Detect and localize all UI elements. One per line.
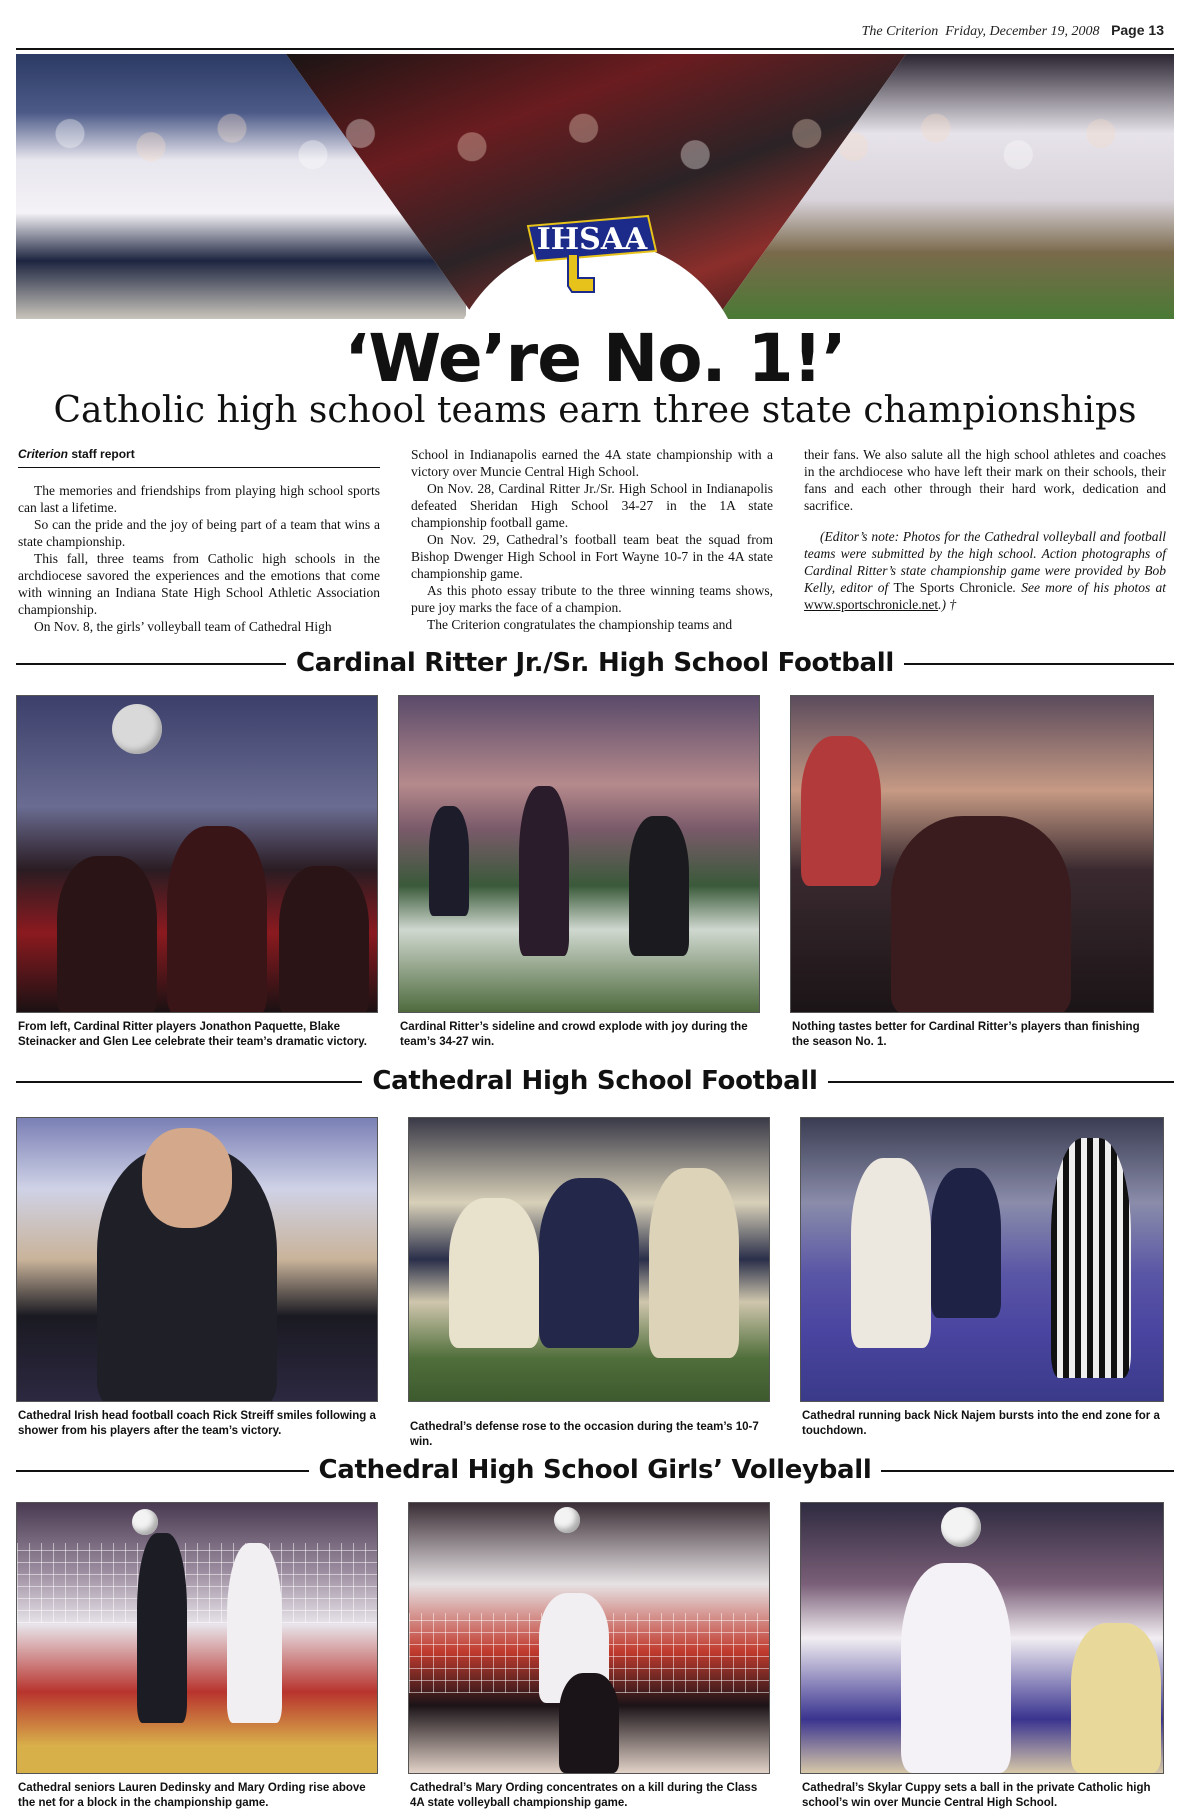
paragraph: their fans. We also salute all the high school athletes and coaches in the archdiocese who have left their mark on their schools, their fans and each other through their hard work, dedication and sacrifice.	[804, 447, 1166, 513]
photo-volleyball-set	[800, 1502, 1164, 1774]
photo-volleyball-block	[16, 1502, 378, 1774]
paragraph: The Criterion congratulates the championship teams and	[427, 617, 733, 632]
section-title: Cardinal Ritter Jr./Sr. High School Football	[286, 648, 904, 678]
caption: Cardinal Ritter’s sideline and crowd explode with joy during the team’s 34-27 win.	[400, 1021, 748, 1048]
caption: Cathedral’s defense rose to the occasion during the team’s 10-7 win.	[410, 1421, 759, 1448]
photo-ritter-players-celebrate	[16, 695, 378, 1013]
sportschronicle-link[interactable]: www.sportschronicle.net	[804, 597, 939, 612]
caption: Cathedral’s Skylar Cuppy sets a ball in the private Catholic high school’s win over Muncie Central High School.	[802, 1782, 1151, 1809]
paragraph: So can the pride and the joy of being part of a team that wins a state championship.	[18, 517, 380, 549]
caption: Cathedral’s Mary Ording concentrates on a kill during the Class 4A state volleyball championship game.	[410, 1782, 758, 1809]
logo-text: IHSAA	[536, 222, 648, 257]
story-column-3	[804, 446, 1166, 613]
byline: Criterion staff report	[18, 446, 380, 468]
paragraph: On Nov. 29, Cathedral’s football team beat the squad from Bishop Dwenger High School in Fort Wayne 10-7 in the 4A state championship game.	[411, 532, 773, 581]
paragraph: On Nov. 28, Cardinal Ritter Jr./Sr. High School in Indianapolis defeated Sheridan High School 34-27 in the 1A state championship football game.	[411, 481, 773, 530]
photo-ritter-sideline	[398, 695, 760, 1013]
story-column-1	[18, 446, 380, 635]
editors-note: (Editor’s note: Photos for the Cathedral volleyball and football teams were submitted by the high school. Action photographs of Cardinal Ritter’s state championship game were provided by Bob Kelly, editor of The Sports Chronicle. See more of his photos at www.sportschronicle.net.) †	[804, 529, 1167, 612]
section-title: Cathedral High School Football	[362, 1066, 827, 1096]
top-rule	[16, 48, 1174, 50]
paragraph: The memories and friendships from playing high school sports can last a lifetime.	[18, 483, 380, 515]
section-header-ritter	[16, 648, 1174, 678]
caption: Cathedral running back Nick Najem bursts into the end zone for a touchdown.	[802, 1410, 1160, 1437]
story-body	[18, 446, 1174, 636]
headline: ‘We’re No. 1!’	[344, 320, 846, 397]
photo-ritter-no1	[790, 695, 1154, 1013]
paragraph: This fall, three teams from Catholic high schools in the archdiocese savored the experiences and the emotions that come with winning an Indiana State High School Athletic Association championship.	[18, 551, 380, 617]
publication-name: The Criterion	[861, 24, 939, 39]
photo-cathedral-defense	[408, 1117, 770, 1402]
paragraph: School in Indianapolis earned the 4A state championship with a victory over Muncie Central High School.	[411, 447, 773, 479]
caption: From left, Cardinal Ritter players Jonathon Paquette, Blake Steinacker and Glen Lee celebrate their team’s dramatic victory.	[18, 1021, 367, 1048]
photo-coach-streiff	[16, 1117, 378, 1402]
caption: Nothing tastes better for Cardinal Ritter’s players than finishing the season No. 1.	[792, 1021, 1140, 1048]
photo-najem-touchdown	[800, 1117, 1164, 1402]
paragraph: As this photo essay tribute to the three winning teams shows, pure joy marks the face of a champion.	[411, 583, 773, 615]
caption: Cathedral seniors Lauren Dedinsky and Mary Ording rise above the net for a block in the championship game.	[18, 1782, 366, 1809]
story-column-2	[411, 446, 773, 633]
caption: Cathedral Irish head football coach Rick Streiff smiles following a shower from his players after the team’s victory.	[18, 1410, 376, 1437]
ihsaa-logo-icon	[508, 196, 668, 296]
photo-volleyball-kill	[408, 1502, 770, 1774]
section-header-volleyball	[16, 1455, 1174, 1485]
section-title: Cathedral High School Girls’ Volleyball	[309, 1455, 882, 1485]
paragraph: On Nov. 8, the girls’ volleyball team of Cathedral High	[34, 619, 332, 634]
page-folio	[862, 22, 1164, 40]
section-header-cathedral-football	[16, 1066, 1174, 1096]
subheadline: Catholic high school teams earn three state championships	[53, 390, 1137, 431]
page-number: Page 13	[1111, 22, 1164, 38]
issue-date: Friday, December 19, 2008	[945, 24, 1100, 39]
